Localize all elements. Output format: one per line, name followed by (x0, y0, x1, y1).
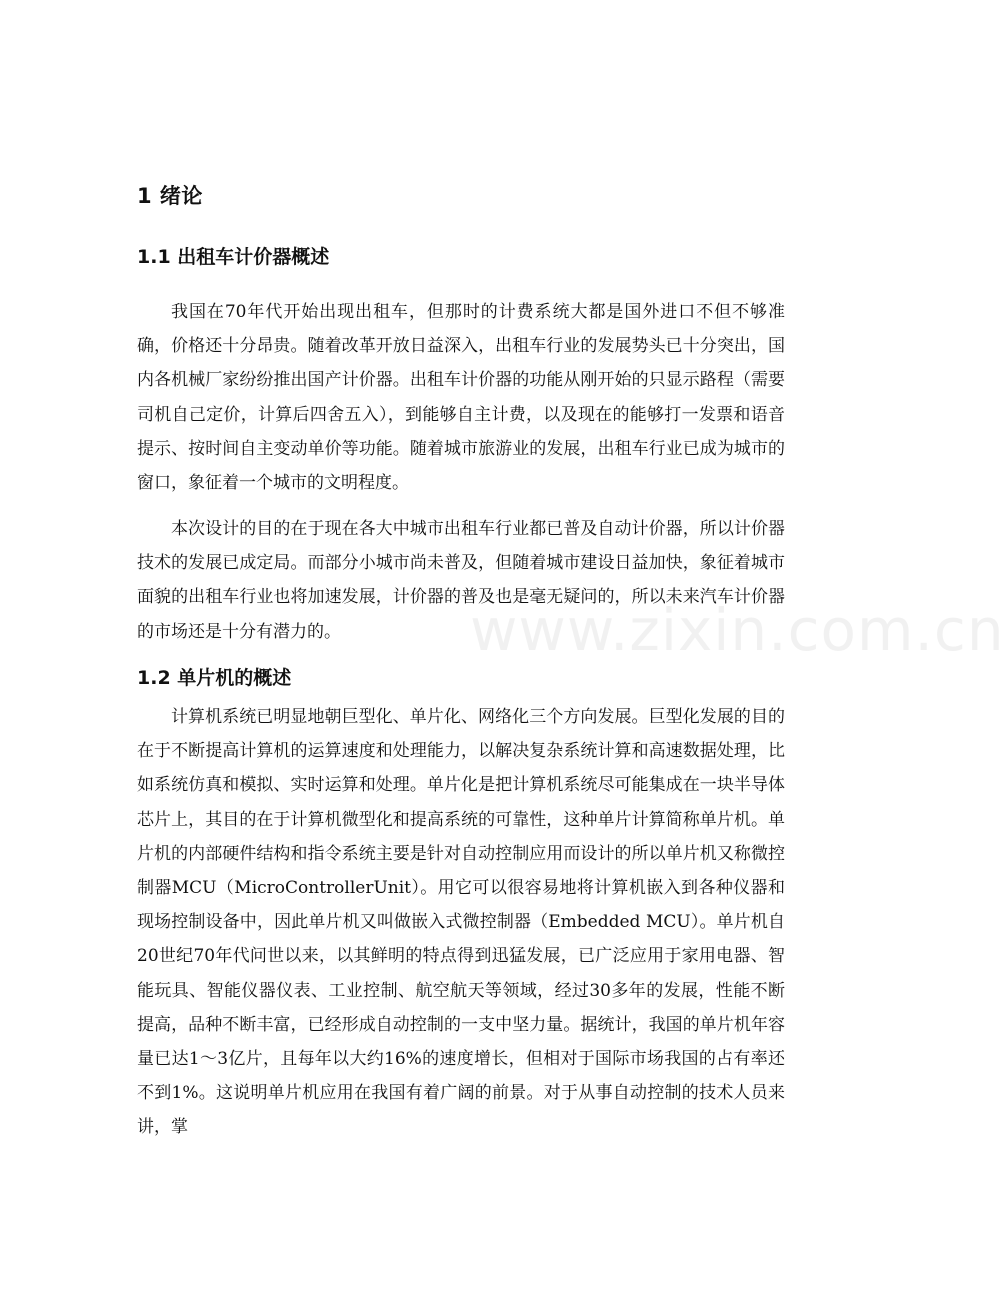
chapter-title: 1 绪论 (137, 184, 203, 208)
section-title-mcu-overview: 1.2 单片机的概述 (137, 667, 292, 689)
watermark: www.zixin.com.cn (470, 596, 1005, 664)
paragraph-mcu-overview: 计算机系统已明显地朝巨型化、单片化、网络化三个方向发展。巨型化发展的目的在于不断提高计算机的运算速度和处理能力，以解决复杂系统计算和高速数据处理，比如系统仿真和模拟、实时运算和处理。单片化是把计算机系统尽可能集成在一块半导体芯片上，其目的在于计算机微型化和提高系统的可靠性，这种单片计算简称单片机。单片机的内部硬件结构和指令系统主要是针对自动控制应用而设计的所以单片机又称微控制器MCU（MicroControllerUnit）。用它可以很容易地将计算机嵌入到各种仪器和现场控制设备中，因此单片机又叫做嵌入式微控制器（Embedded MCU）。单片机自20世纪70年代问世以来，以其鲜明的特点得到迅猛发展，已广泛应用于家用电器、智能玩具、智能仪器仪表、工业控制、航空航天等领域，经过30多年的发展，性能不断提高，品种不断丰富，已经形成自动控制的一支中坚力量。据统计，我国的单片机年容量已达1～3亿片，且每年以大约16%的速度增长，但相对于国际市场我国的占有率还不到1%。这说明单片机应用在我国有着广阔的前景。对于从事自动控制的技术人员来讲，掌 (137, 707, 785, 1138)
section-title-taxi-meter-overview: 1.1 出租车计价器概述 (137, 246, 330, 268)
paragraph-taxi-meter-history: 我国在70年代开始出现出租车，但那时的计费系统大都是国外进口不但不够准确，价格还十分昂贵。随着改革开放日益深入，出租车行业的发展势头已十分突出，国内各机械厂家纷纷推出国产计价器。出租车计价器的功能从刚开始的只显示路程（需要司机自己定价，计算后四舍五入），到能够自主计费，以及现在的能够打一发票和语音提示、按时间自主变动单价等功能。随着城市旅游业的发展，出租车行业已成为城市的窗口，象征着一个城市的文明程度。 (137, 302, 785, 494)
paragraph-design-purpose: 本次设计的目的在于现在各大中城市出租车行业都已普及自动计价器，所以计价器技术的发展已成定局。而部分小城市尚未普及，但随着城市建设日益加快，象征着城市面貌的出租车行业也将加速发展，计价器的普及也是毫无疑问的，所以未来汽车计价器的市场还是十分有潜力的。 (137, 519, 785, 642)
